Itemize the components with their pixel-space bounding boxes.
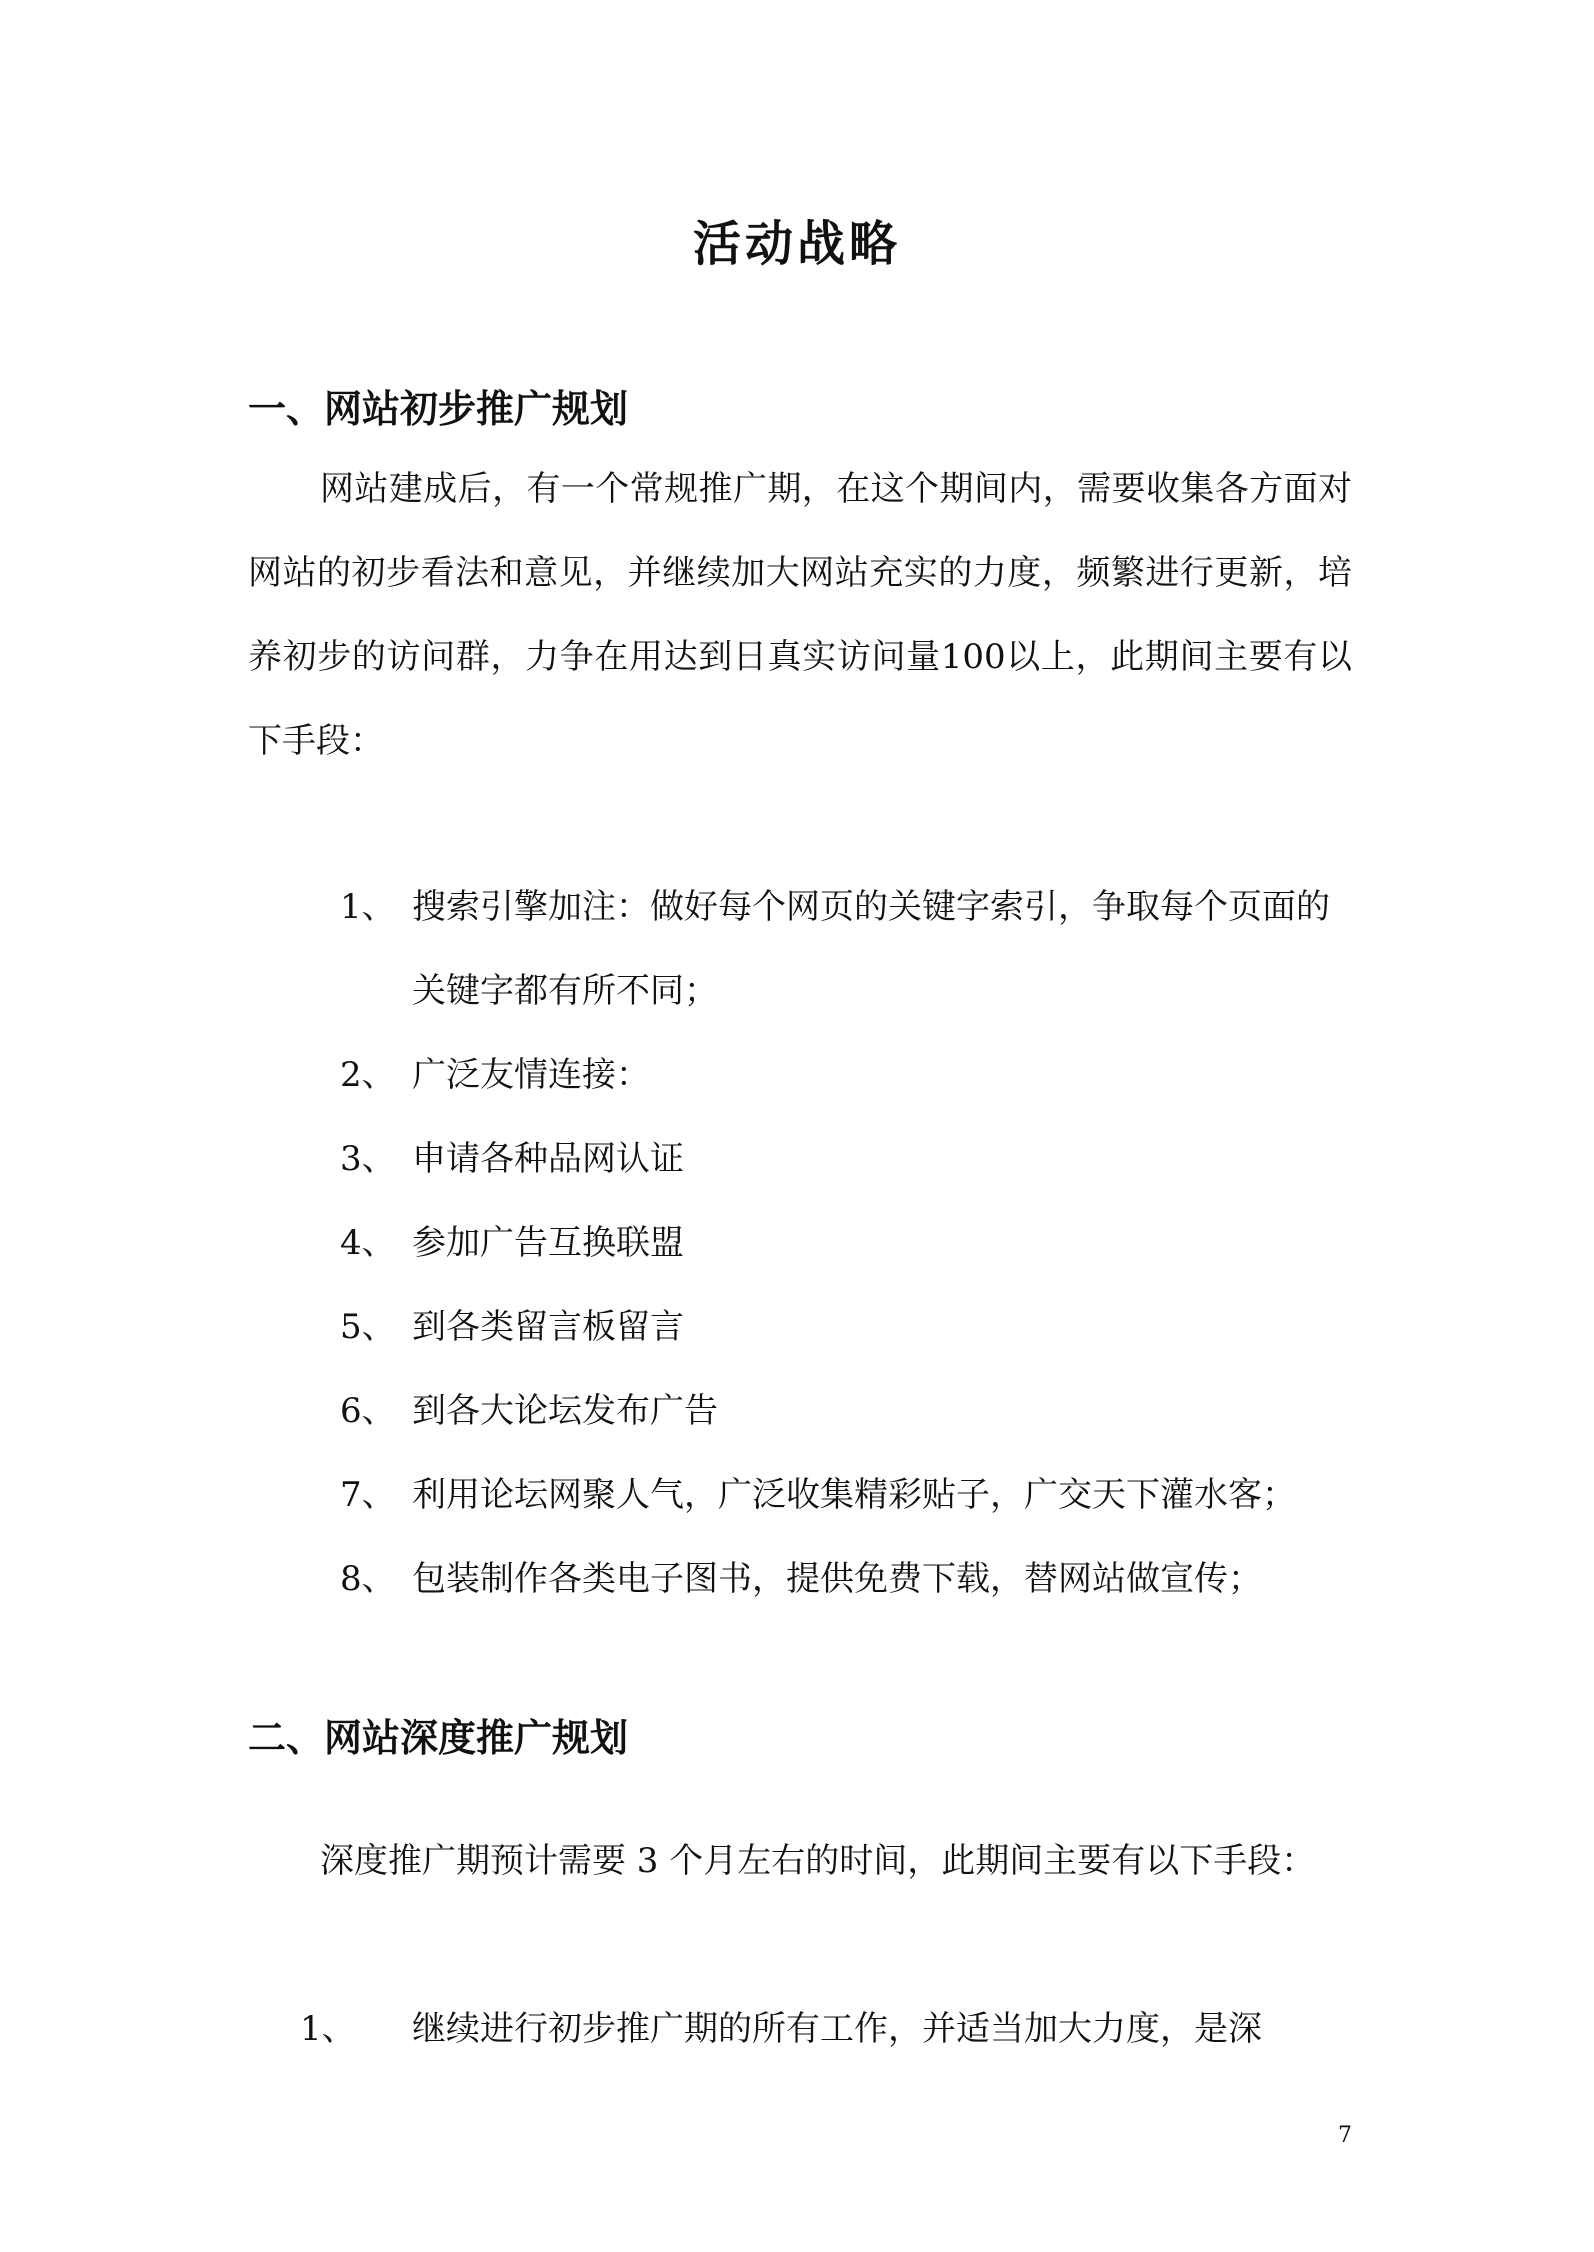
list-item-text: 利用论坛网聚人气，广泛收集精彩贴子，广交天下灌水客； bbox=[412, 1475, 1296, 1515]
section-2-paragraph: 深度推广期预计需要 3 个月左右的时间，此期间主要有以下手段： bbox=[320, 1841, 1316, 1881]
list-item-text: 继续进行初步推广期的所有工作，并适当加大力度，是深 bbox=[412, 2009, 1262, 2049]
list-item-text: 申请各种品网认证 bbox=[412, 1139, 684, 1179]
list-item bbox=[340, 1369, 1352, 1453]
list-item-number: 1、 bbox=[340, 887, 396, 927]
section-heading-1: 一、网站初步推广规划 bbox=[248, 386, 629, 431]
list-item bbox=[340, 865, 1352, 1033]
list-item bbox=[340, 1033, 1352, 1117]
list-item bbox=[300, 1987, 1352, 2071]
section-1-paragraph: 网站建成后，有一个常规推广期，在这个期间内，需要收集各方面对网站的初步看法和意见，并继续加大网站充实的力度，频繁进行更新，培养初步的访问群，力争在用达到日真实访问量100以上，此期间主要有以下手段： bbox=[248, 469, 1352, 761]
list-item-number: 2、 bbox=[340, 1055, 396, 1095]
list-item-number: 7、 bbox=[340, 1475, 396, 1515]
list-item-text: 到各类留言板留言 bbox=[412, 1307, 684, 1347]
list-item-text: 包装制作各类电子图书，提供免费下载，替网站做宣传； bbox=[412, 1559, 1262, 1599]
list-item bbox=[340, 1537, 1352, 1621]
list-item-number: 8、 bbox=[340, 1559, 396, 1599]
list-item bbox=[340, 1201, 1352, 1285]
list-item-number: 6、 bbox=[340, 1391, 396, 1431]
list-item-text: 搜索引擎加注：做好每个网页的关键字索引，争取每个页面的关键字都有所不同； bbox=[412, 887, 1330, 1011]
list-item bbox=[340, 1285, 1352, 1369]
page-number: 7 bbox=[1338, 2123, 1352, 2148]
list-item bbox=[340, 1453, 1352, 1537]
list-item-text: 广泛友情连接： bbox=[412, 1055, 650, 1095]
list-item-number: 4、 bbox=[340, 1223, 396, 1263]
list-item-number: 5、 bbox=[340, 1307, 396, 1347]
section-2-list bbox=[300, 1987, 1352, 2071]
list-item-text: 参加广告互换联盟 bbox=[412, 1223, 684, 1263]
section-1-list bbox=[340, 865, 1352, 1621]
list-item bbox=[340, 1117, 1352, 1201]
page-title: 活动战略 bbox=[692, 216, 901, 272]
list-item-number: 1、 bbox=[300, 2009, 356, 2049]
section-heading-2: 二、网站深度推广规划 bbox=[248, 1715, 629, 1760]
list-item-number: 3、 bbox=[340, 1139, 396, 1179]
list-item-text: 到各大论坛发布广告 bbox=[412, 1391, 718, 1431]
